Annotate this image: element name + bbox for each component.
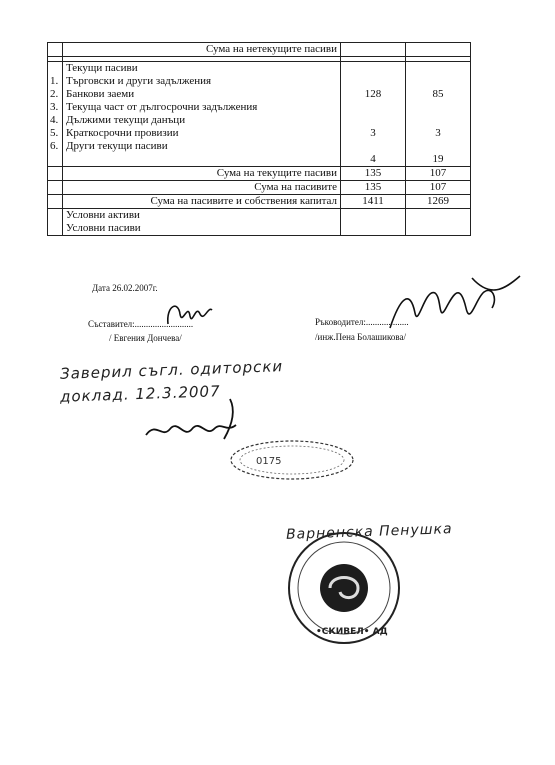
document-date: Дата 26.02.2007г.: [92, 283, 158, 293]
item-label: Търговски и други задължения: [66, 75, 212, 87]
total-row: Сума на пасивите и собствения капитал 1411 1269: [48, 195, 471, 209]
compiler-signature: [160, 296, 220, 336]
item-label: Други текущи пасиви: [66, 140, 168, 152]
seal-handwriting: Варненска Пенушка: [285, 521, 453, 543]
previous-year-values: 85 3 19: [406, 62, 471, 167]
item-labels: [63, 62, 341, 167]
manager-signature: [380, 268, 530, 348]
noncurrent-total-label: Сума на нетекущите пасиви: [63, 43, 341, 57]
current-year-values: 128 3 4: [341, 62, 406, 167]
total-row: Сума на текущите пасиви 135 107: [48, 167, 471, 181]
compiler-label: Съставител:..........................: [88, 319, 194, 329]
current-liabilities-block: [48, 62, 471, 167]
seal-text: •СКИВЕЛ• АД: [316, 627, 388, 637]
balance-sheet-table: [47, 42, 471, 236]
auditor-stamp-number: 0175: [256, 456, 282, 467]
handwritten-line-1: Заверил съгл. одиторски: [59, 357, 284, 383]
auditor-stamp: [228, 438, 356, 482]
item-numbers: 1. 2. 3. 4. 5. 6.: [48, 62, 63, 167]
manager-name: /инж.Пена Болашикова/: [315, 332, 406, 342]
total-row: Сума на пасивите 135 107: [48, 181, 471, 195]
conditional-row: Условни активи Условни пасиви: [48, 209, 471, 236]
noncurrent-total-row: [48, 43, 471, 57]
item-label: Краткосрочни провизии: [66, 127, 179, 139]
handwritten-line-2: доклад. 12.3.2007: [59, 382, 221, 406]
compiler-name: / Евгения Дончева/: [109, 333, 182, 343]
item-label: Текуща част от дългосрочни задължения: [66, 101, 258, 113]
manager-label: Ръководител:...................: [315, 317, 409, 327]
current-liabilities-heading: Текущи пасиви: [66, 62, 138, 74]
item-label: Банкови заеми: [66, 88, 135, 100]
company-seal: [284, 528, 404, 648]
item-label: Дължими текущи данъци: [66, 114, 186, 126]
